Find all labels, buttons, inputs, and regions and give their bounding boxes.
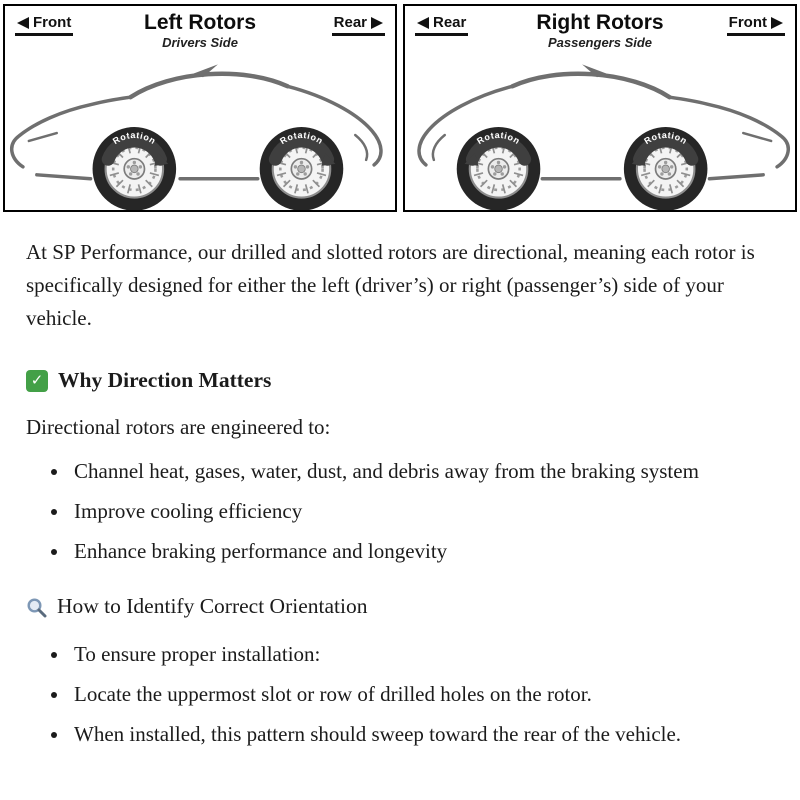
left-panel-header: [5, 6, 395, 61]
why-direction-heading: [26, 364, 774, 398]
orientation-heading: [26, 590, 774, 624]
direction-text: Front: [728, 14, 767, 31]
heading-text: Why Direction Matters: [58, 367, 272, 392]
front-direction-label: [727, 14, 785, 36]
panel-subtitle: Passengers Side: [547, 35, 653, 51]
intro-paragraph: At SP Performance, our drilled and slotted rotors are directional, meaning each rotor is specifically designed for either the left (driver’s) or right (passenger’s) side of your vehicle.: [26, 240, 755, 331]
direction-text: Rear: [333, 14, 367, 31]
right-panel-header: [405, 6, 795, 61]
rear-direction-label: [415, 14, 468, 36]
bullet-item: • Improve cooling efficiency: [70, 495, 774, 528]
bullet-item: • To ensure proper installation:: [70, 638, 774, 671]
car-illustration-left: [5, 61, 395, 212]
rotor-direction-diagram: [0, 0, 800, 212]
panel-title: Right Rotors: [536, 11, 664, 34]
arrow-left-icon: [17, 17, 29, 29]
rotation-label: Rotation: [642, 130, 690, 147]
arrow-right-icon: [371, 17, 383, 29]
bullet-item: • Locate the uppermost slot or row of drilled holes on the rotor.: [70, 678, 774, 711]
direction-text: Front: [33, 14, 72, 31]
front-direction-label: [15, 14, 73, 36]
check-mark-icon: ✓: [26, 370, 48, 392]
rotation-label: Rotation: [278, 130, 325, 147]
left-rotors-panel: [3, 4, 397, 212]
panel-title: Left Rotors: [144, 11, 256, 34]
why-direction-list: [50, 455, 774, 569]
bullet-item: • Enhance braking performance and longevity: [70, 535, 774, 568]
arrow-left-icon: [417, 17, 429, 29]
heading-text: How to Identify Correct Orientation: [57, 594, 368, 619]
engineered-lead: Directional rotors are engineered to:: [26, 415, 331, 440]
article-body: [0, 212, 800, 771]
direction-text: Rear: [433, 14, 467, 31]
orientation-list: [50, 638, 774, 752]
right-rotors-panel: [403, 4, 797, 212]
magnifier-icon: [26, 597, 47, 618]
arrow-right-icon: [771, 17, 783, 29]
bullet-item: • Channel heat, gases, water, dust, and debris away from the braking system: [70, 455, 774, 488]
rotation-label: Rotation: [110, 130, 158, 147]
bullet-item: • When installed, this pattern should sweep toward the rear of the vehicle.: [70, 718, 774, 751]
rotation-label: Rotation: [475, 130, 523, 147]
car-illustration-right: [405, 61, 795, 212]
panel-subtitle: Drivers Side: [162, 35, 238, 51]
rear-direction-label: [332, 14, 385, 36]
